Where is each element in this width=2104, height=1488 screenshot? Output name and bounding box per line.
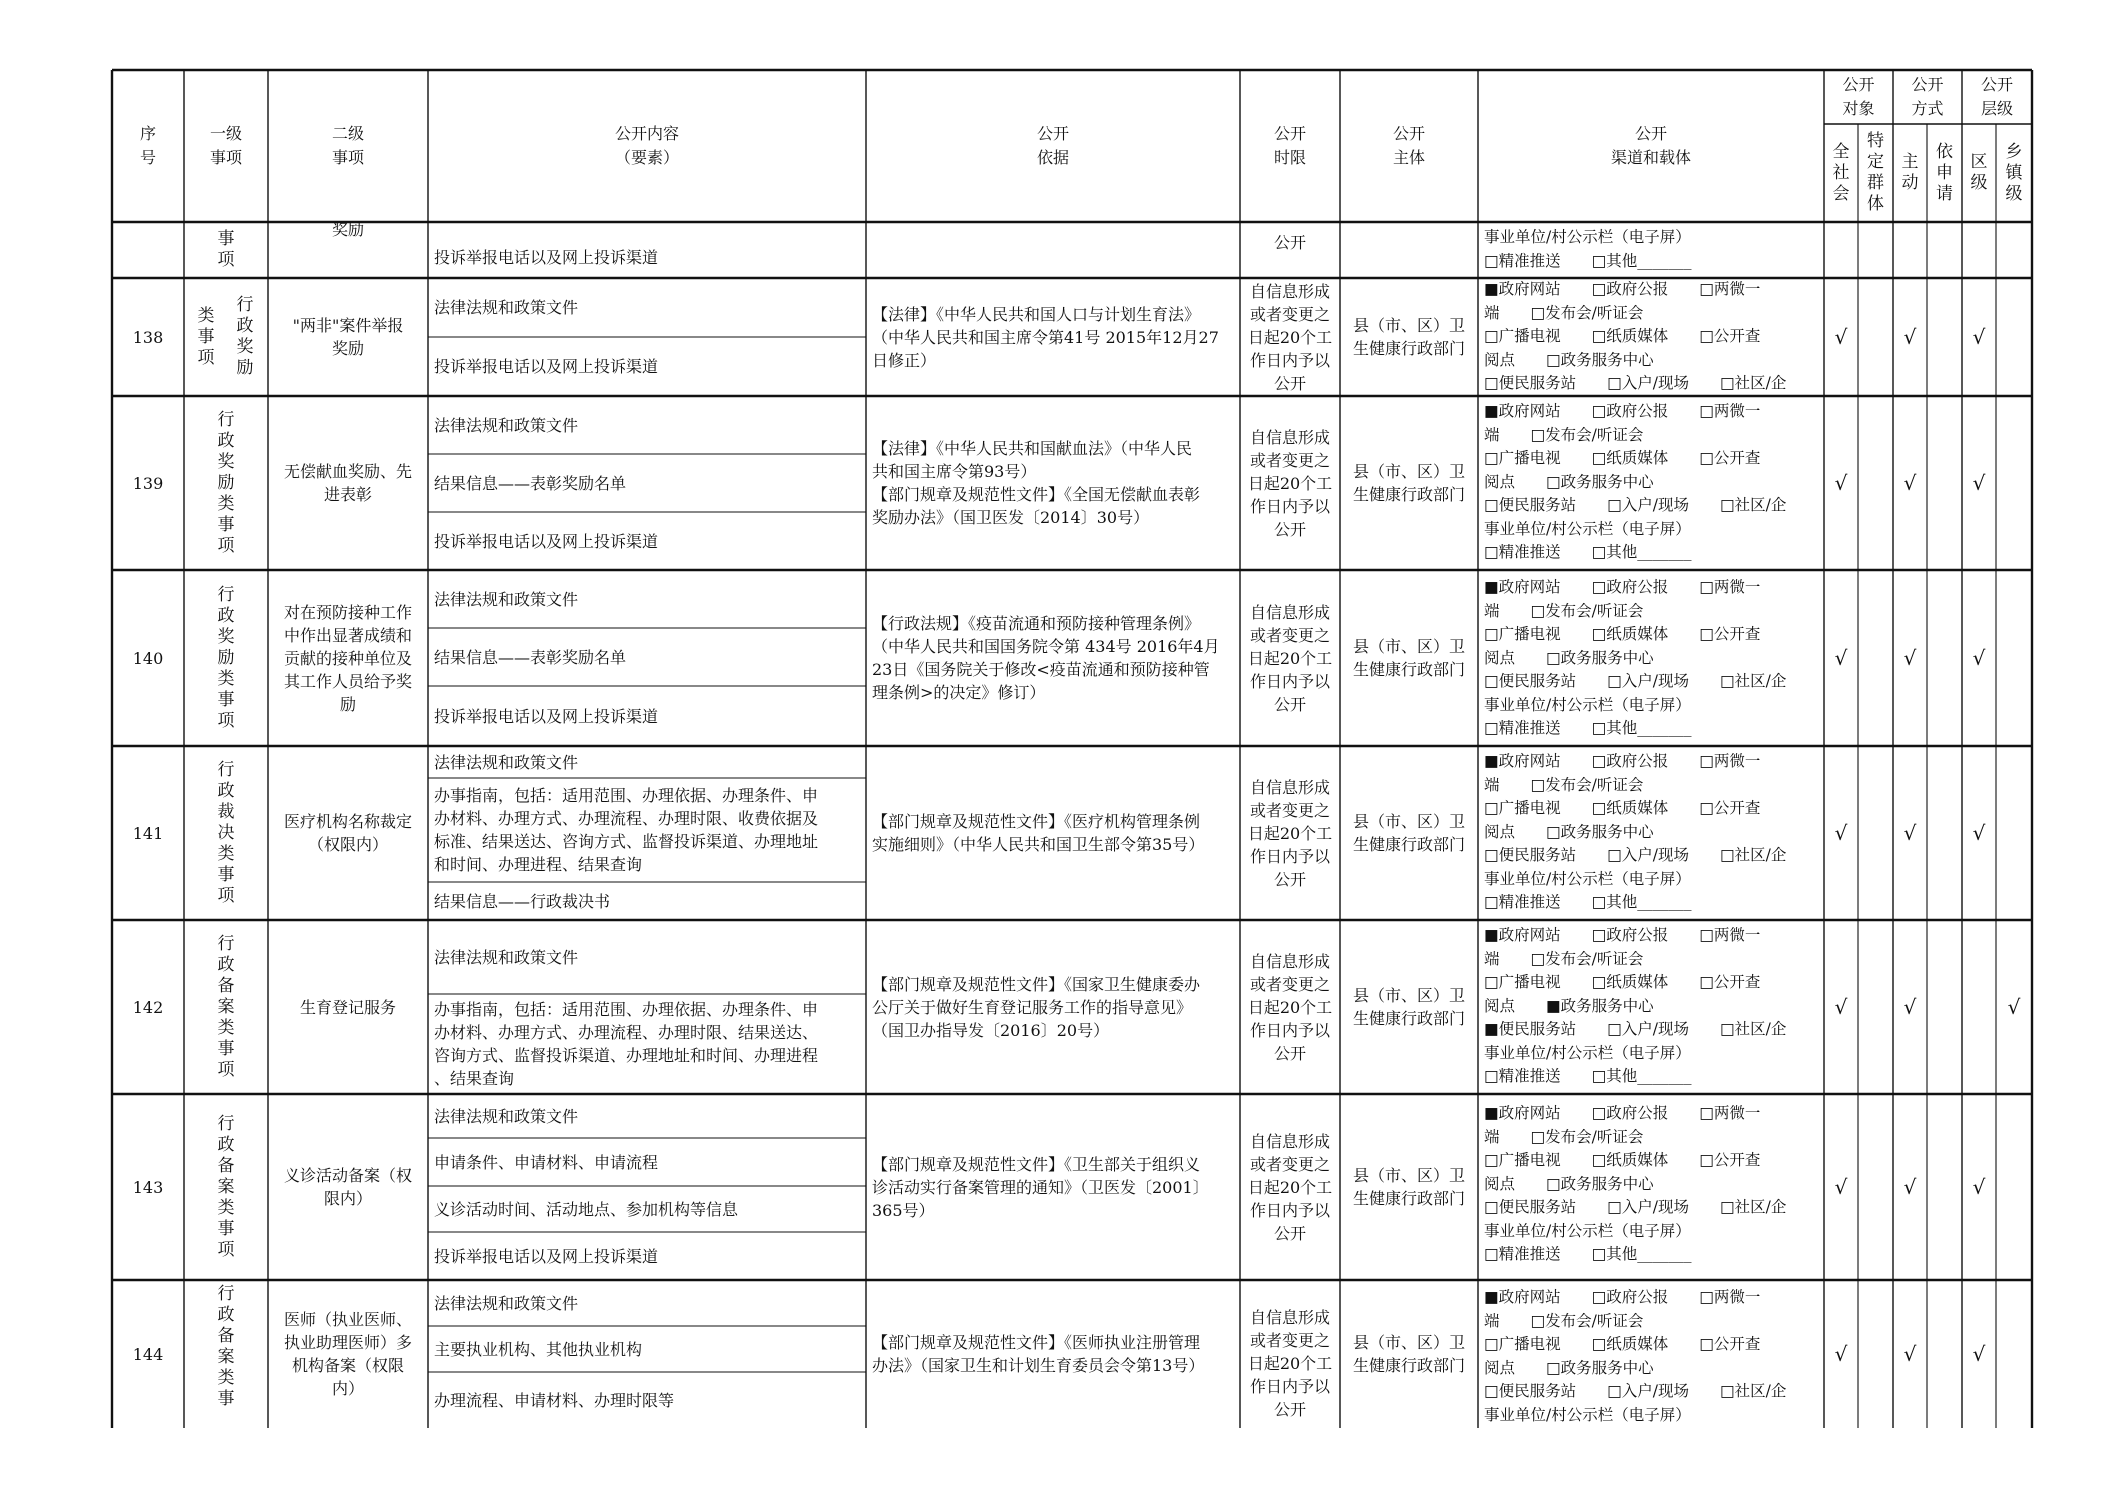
- row-143-basis: 【部门规章及规范性文件】《卫生部关于组织义 诊活动实行备案管理的通知》（卫医发〔2001〕 365号）: [872, 1154, 1209, 1220]
- header-object: 公开 对象: [1842, 75, 1875, 118]
- row-139-item-1: 法律法规和政策文件: [434, 415, 579, 435]
- row-142-active-check: √: [1903, 995, 1917, 1019]
- row-142-seq: 142: [132, 997, 164, 1017]
- header-active: 主 动: [1901, 152, 1919, 193]
- row-139-all-society-check: √: [1834, 471, 1848, 495]
- row-140-subject: 县（市、区）卫 生健康行政部门: [1352, 637, 1465, 679]
- row-139-item-3: 投诉举报电话以及网上投诉渠道: [434, 531, 659, 551]
- row-144-item-1: 法律法规和政策文件: [434, 1293, 579, 1313]
- row-141-level2: 医疗机构名称裁定 （权限内）: [283, 812, 412, 854]
- carry-channel: 事业单位/村公示栏（电子屏） □精准推送 □其他_______: [1484, 228, 1692, 270]
- row-140-channel: ■政府网站 □政府公报 □两微一 端 □发布会/听证会 □广播电视 □纸质媒体 □公开查 阅点 □政务服务中心 □便民服务站 □入户/现场 □社区/企 事业单位/村公示栏（电子屏） □精准推送 □其他_______: [1484, 578, 1787, 737]
- row-140-time-limit: 自信息形成 或者变更之 日起20个工 作日内予以 公开: [1247, 602, 1333, 714]
- header-on-request: 依 申 请: [1936, 141, 1953, 204]
- row-142-time-limit: 自信息形成 或者变更之 日起20个工 作日内予以 公开: [1247, 951, 1333, 1063]
- row-138-channel: ■政府网站 □政府公报 □两微一 端 □发布会/听证会 □广播电视 □纸质媒体 □公开查 阅点 □政务服务中心 □便民服务站 □入户/现场 □社区/企: [1484, 280, 1787, 392]
- row-144-subject: 县（市、区）卫 生健康行政部门: [1352, 1333, 1465, 1375]
- row-140-level1: 行 政 奖 励 类 事 项: [217, 584, 235, 731]
- row-138-level2: "两非"案件举报 奖励: [292, 316, 404, 358]
- carry-level1: 事 项: [217, 229, 235, 270]
- row-138-subject: 县（市、区）卫 生健康行政部门: [1352, 316, 1465, 358]
- row-144-level2: 医师（执业医师、 执业助理医师）多 机构备案（权限 内）: [283, 1310, 412, 1398]
- header-content: 公开内容 （要素）: [614, 124, 679, 167]
- row-144-item-3: 办理流程、申请材料、办理时限等: [434, 1390, 675, 1410]
- row-142-level2: 生育登记服务: [299, 997, 396, 1017]
- row-142-all-society-check: √: [1834, 995, 1848, 1019]
- row-138-seq: 138: [132, 327, 164, 347]
- row-139-time-limit: 自信息形成 或者变更之 日起20个工 作日内予以 公开: [1247, 427, 1333, 539]
- row-138-level1: 行 政 奖 励: [236, 295, 254, 378]
- header-channel: 公开 渠道和载体: [1610, 124, 1691, 167]
- header-specific-group: 特 定 群 体: [1867, 131, 1884, 214]
- row-141-district-check: √: [1972, 821, 1986, 845]
- row-142-channel: ■政府网站 □政府公报 □两微一 端 □发布会/听证会 □广播电视 □纸质媒体 □公开查 阅点 ■政务服务中心 ■便民服务站 □入户/现场 □社区/企 事业单位/村公示栏（电子屏） □精准推送 □其他_______: [1484, 926, 1787, 1085]
- row-140-all-society-check: √: [1834, 646, 1848, 670]
- header-level: 公开 层级: [1980, 75, 2013, 118]
- row-142-subject: 县（市、区）卫 生健康行政部门: [1352, 986, 1465, 1028]
- row-140-item-3: 投诉举报电话以及网上投诉渠道: [434, 706, 659, 726]
- header-time-limit: 公开 时限: [1273, 124, 1306, 167]
- row-144-level1: 行 政 备 案 类 事: [217, 1284, 235, 1409]
- row-140-item-2: 结果信息——表彰奖励名单: [434, 647, 627, 667]
- row-144-basis: 【部门规章及规范性文件】《医师执业注册管理 办法》（国家卫生和计划生育委员会令第13号）: [872, 1333, 1205, 1375]
- carry-content: 投诉举报电话以及网上投诉渠道: [434, 247, 659, 267]
- row-138-item-2: 投诉举报电话以及网上投诉渠道: [434, 357, 659, 376]
- row-144-time-limit: 自信息形成 或者变更之 日起20个工 作日内予以 公开: [1247, 1308, 1333, 1419]
- row-141-seq: 141: [132, 823, 164, 843]
- row-141-channel: ■政府网站 □政府公报 □两微一 端 □发布会/听证会 □广播电视 □纸质媒体 □公开查 阅点 □政务服务中心 □便民服务站 □入户/现场 □社区/企 事业单位/村公示栏（电子屏） □精准推送 □其他_______: [1484, 752, 1787, 911]
- row-143-district-check: √: [1972, 1175, 1986, 1199]
- row-142-item-2: 办事指南，包括：适用范围、办理依据、办理条件、申 办材料、办理方式、办理流程、办理时限、结果送达、 咨询方式、监督投诉渠道、办理地址和时间、办理进程 、结果查询: [434, 1000, 819, 1088]
- row-138-item-1: 法律法规和政策文件: [434, 298, 579, 317]
- row-141-level1: 行 政 裁 决 类 事 项: [217, 759, 235, 906]
- row-138-all-society-check: √: [1834, 325, 1848, 349]
- row-141-time-limit: 自信息形成 或者变更之 日起20个工 作日内予以 公开: [1247, 777, 1333, 889]
- row-141-active-check: √: [1903, 821, 1917, 845]
- row-141-item-3: 结果信息——行政裁决书: [434, 891, 611, 911]
- row-140-seq: 140: [132, 648, 164, 668]
- row-141-item-1: 法律法规和政策文件: [434, 752, 579, 772]
- row-138-district-check: √: [1972, 325, 1986, 349]
- row-143-item-3: 义诊活动时间、活动地点、参加机构等信息: [434, 1199, 739, 1219]
- row-143-level1: 行 政 备 案 类 事 项: [217, 1113, 235, 1260]
- row-142-item-1: 法律法规和政策文件: [434, 947, 579, 967]
- row-143-active-check: √: [1903, 1175, 1917, 1199]
- header-level1: 一级 事项: [209, 124, 242, 167]
- row-139-level2: 无偿献血奖励、先 进表彰: [283, 462, 412, 504]
- row-143-item-1: 法律法规和政策文件: [434, 1106, 579, 1126]
- header-level2: 二级 事项: [331, 124, 364, 167]
- row-144-all-society-check: √: [1834, 1342, 1848, 1366]
- row-138-level1-side: 类 事 项: [197, 305, 215, 368]
- row-144-channel: ■政府网站 □政府公报 □两微一 端 □发布会/听证会 □广播电视 □纸质媒体 □公开查 阅点 □政务服务中心 □便民服务站 □入户/现场 □社区/企 事业单位/村公示栏（电子屏）: [1484, 1288, 1787, 1424]
- header-seq: 序 号: [139, 124, 156, 167]
- row-139-basis: 【法律】《中华人民共和国献血法》（中华人民 共和国主席令第93号） 【部门规章及规范性文件】《全国无偿献血表彰 奖励办法》（国卫医发〔2014〕30号）: [872, 439, 1201, 527]
- row-144-seq: 144: [132, 1344, 164, 1364]
- row-142-town-check: √: [2007, 995, 2021, 1019]
- row-143-time-limit: 自信息形成 或者变更之 日起20个工 作日内予以 公开: [1247, 1131, 1333, 1243]
- header-district: 区 级: [1970, 152, 1988, 193]
- carry-time-limit: 公开: [1273, 232, 1306, 252]
- row-140-level2: 对在预防接种工作 中作出显著成绩和 贡献的接种单位及 其工作人员给予奖 励: [283, 602, 412, 714]
- row-139-district-check: √: [1972, 471, 1986, 495]
- header-town: 乡 镇 级: [2005, 141, 2023, 204]
- row-141-item-2: 办事指南，包括：适用范围、办理依据、办理条件、申 办材料、办理方式、办理流程、办理时限、收费依据及 标准、结果送达、咨询方式、监督投诉渠道、办理地址 和时间、办理进程、结果查询: [434, 786, 819, 874]
- row-139-level1: 行 政 奖 励 类 事 项: [217, 409, 235, 556]
- row-139-channel: ■政府网站 □政府公报 □两微一 端 □发布会/听证会 □广播电视 □纸质媒体 □公开查 阅点 □政务服务中心 □便民服务站 □入户/现场 □社区/企 事业单位/村公示栏（电子屏） □精准推送 □其他_______: [1484, 402, 1787, 561]
- row-143-item-2: 申请条件、申请材料、申请流程: [434, 1152, 659, 1172]
- row-140-item-1: 法律法规和政策文件: [434, 589, 579, 609]
- row-144-district-check: √: [1972, 1342, 1986, 1366]
- carry-level2: 奖励: [331, 219, 364, 239]
- row-143-channel: ■政府网站 □政府公报 □两微一 端 □发布会/听证会 □广播电视 □纸质媒体 □公开查 阅点 □政务服务中心 □便民服务站 □入户/现场 □社区/企 事业单位/村公示栏（电子屏） □精准推送 □其他_______: [1484, 1104, 1787, 1263]
- row-138-time-limit: 自信息形成 或者变更之 日起20个工 作日内予以 公开: [1247, 281, 1333, 393]
- row-140-active-check: √: [1903, 646, 1917, 670]
- header-basis: 公开 依据: [1036, 124, 1069, 167]
- header-subject: 公开 主体: [1392, 124, 1425, 167]
- row-144-active-check: √: [1903, 1342, 1917, 1366]
- row-142-level1: 行 政 备 案 类 事 项: [217, 933, 235, 1080]
- row-143-seq: 143: [132, 1177, 164, 1197]
- row-141-basis: 【部门规章及规范性文件】《医疗机构管理条例 实施细则》（中华人民共和国卫生部令第35号）: [872, 812, 1205, 854]
- row-138-active-check: √: [1903, 325, 1917, 349]
- row-139-active-check: √: [1903, 471, 1917, 495]
- row-140-district-check: √: [1972, 646, 1986, 670]
- header-all-society: 全 社 会: [1832, 141, 1850, 204]
- row-141-subject: 县（市、区）卫 生健康行政部门: [1352, 812, 1465, 854]
- row-144-item-2: 主要执业机构、其他执业机构: [434, 1339, 643, 1359]
- row-143-subject: 县（市、区）卫 生健康行政部门: [1352, 1166, 1465, 1208]
- row-140-basis: 【行政法规】《疫苗流通和预防接种管理条例》 （中华人民共和国国务院令第 434号 2016年4月 23日《国务院关于修改<疫苗流通和预防接种管 理条例>的决定》修订）: [872, 614, 1220, 702]
- row-139-item-2: 结果信息——表彰奖励名单: [434, 473, 627, 493]
- row-141-all-society-check: √: [1834, 821, 1848, 845]
- row-143-level2: 义诊活动备案（权 限内）: [283, 1166, 412, 1208]
- row-143-item-4: 投诉举报电话以及网上投诉渠道: [434, 1246, 659, 1266]
- row-142-basis: 【部门规章及规范性文件】《国家卫生健康委办 公厅关于做好生育登记服务工作的指导意见》 （国卫办指导发〔2016〕20号）: [872, 974, 1201, 1040]
- row-139-seq: 139: [132, 473, 164, 493]
- row-139-subject: 县（市、区）卫 生健康行政部门: [1352, 462, 1465, 504]
- header-method: 公开 方式: [1911, 75, 1944, 118]
- row-143-all-society-check: √: [1834, 1175, 1848, 1199]
- row-138-basis: 【法律】《中华人民共和国人口与计划生育法》 （中华人民共和国主席令第41号 2015年12月27 日修正）: [872, 304, 1219, 370]
